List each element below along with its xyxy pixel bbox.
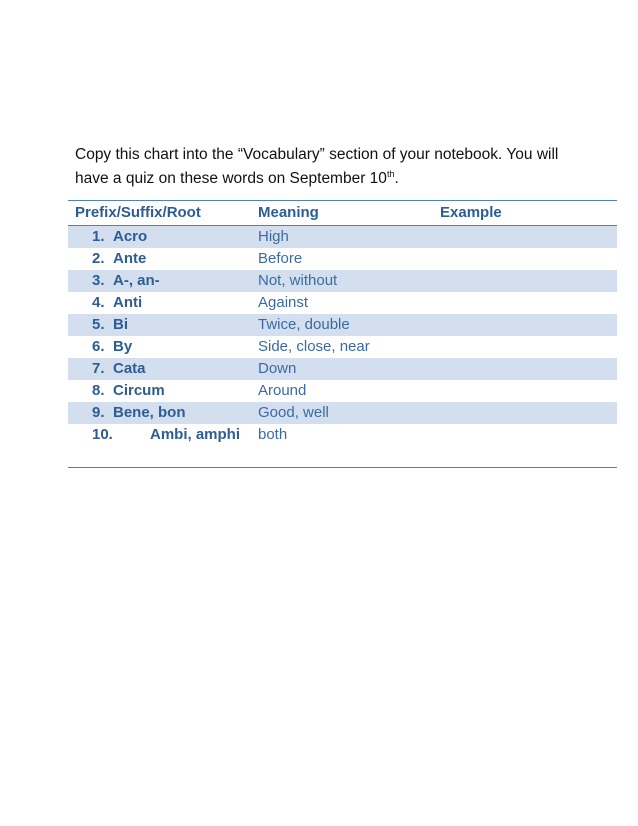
row-term: Bene, bon [113, 404, 186, 421]
row-number: 7. [92, 360, 105, 377]
table-row [68, 270, 617, 292]
row-number: 3. [92, 272, 105, 289]
row-number: 1. [92, 228, 105, 245]
vocabulary-table [68, 200, 617, 468]
row-term: Anti [113, 294, 143, 311]
table-row [68, 380, 617, 402]
row-term: Circum [113, 382, 165, 399]
row-number: 10. [92, 426, 113, 443]
row-meaning: Not, without [258, 272, 338, 289]
row-term: Cata [113, 360, 146, 377]
instructions-period: . [394, 170, 399, 187]
row-meaning: Before [258, 250, 303, 267]
table-row [68, 292, 617, 314]
row-number: 4. [92, 294, 105, 311]
table-row [68, 314, 617, 336]
row-term: Ante [113, 250, 147, 267]
instructions-paragraph [75, 143, 595, 191]
row-meaning: Against [258, 294, 309, 311]
date-superscript: th [386, 169, 395, 179]
instructions-line-1: Copy this chart into the “Vocabulary” section of your notebook. You will [75, 146, 559, 163]
row-number: 5. [92, 316, 105, 333]
table-row [68, 336, 617, 358]
header-meaning: Meaning [258, 204, 319, 221]
row-number: 2. [92, 250, 105, 267]
header-example: Example [440, 204, 502, 221]
row-meaning: Twice, double [258, 316, 350, 333]
row-number: 8. [92, 382, 105, 399]
row-term: By [113, 338, 133, 355]
row-meaning: High [258, 228, 289, 245]
table-row [68, 226, 617, 248]
table-row [68, 358, 617, 380]
row-meaning: Down [258, 360, 297, 377]
table-row [68, 424, 617, 446]
row-meaning: Around [258, 382, 307, 399]
instructions-line-2: have a quiz on these words on September 10 [75, 170, 387, 187]
table-header-row [68, 201, 617, 226]
table-row [68, 402, 617, 424]
row-meaning: Good, well [258, 404, 329, 421]
row-term: Acro [113, 228, 148, 245]
row-term: A-, an- [113, 272, 160, 289]
row-number: 6. [92, 338, 105, 355]
header-prefix-suffix-root: Prefix/Suffix/Root [75, 204, 201, 221]
table-row [68, 248, 617, 270]
row-term: Bi [113, 316, 128, 333]
row-term: Ambi, amphi [150, 426, 241, 443]
row-meaning: Side, close, near [258, 338, 370, 355]
row-number: 9. [92, 404, 105, 421]
row-meaning: both [258, 426, 288, 443]
